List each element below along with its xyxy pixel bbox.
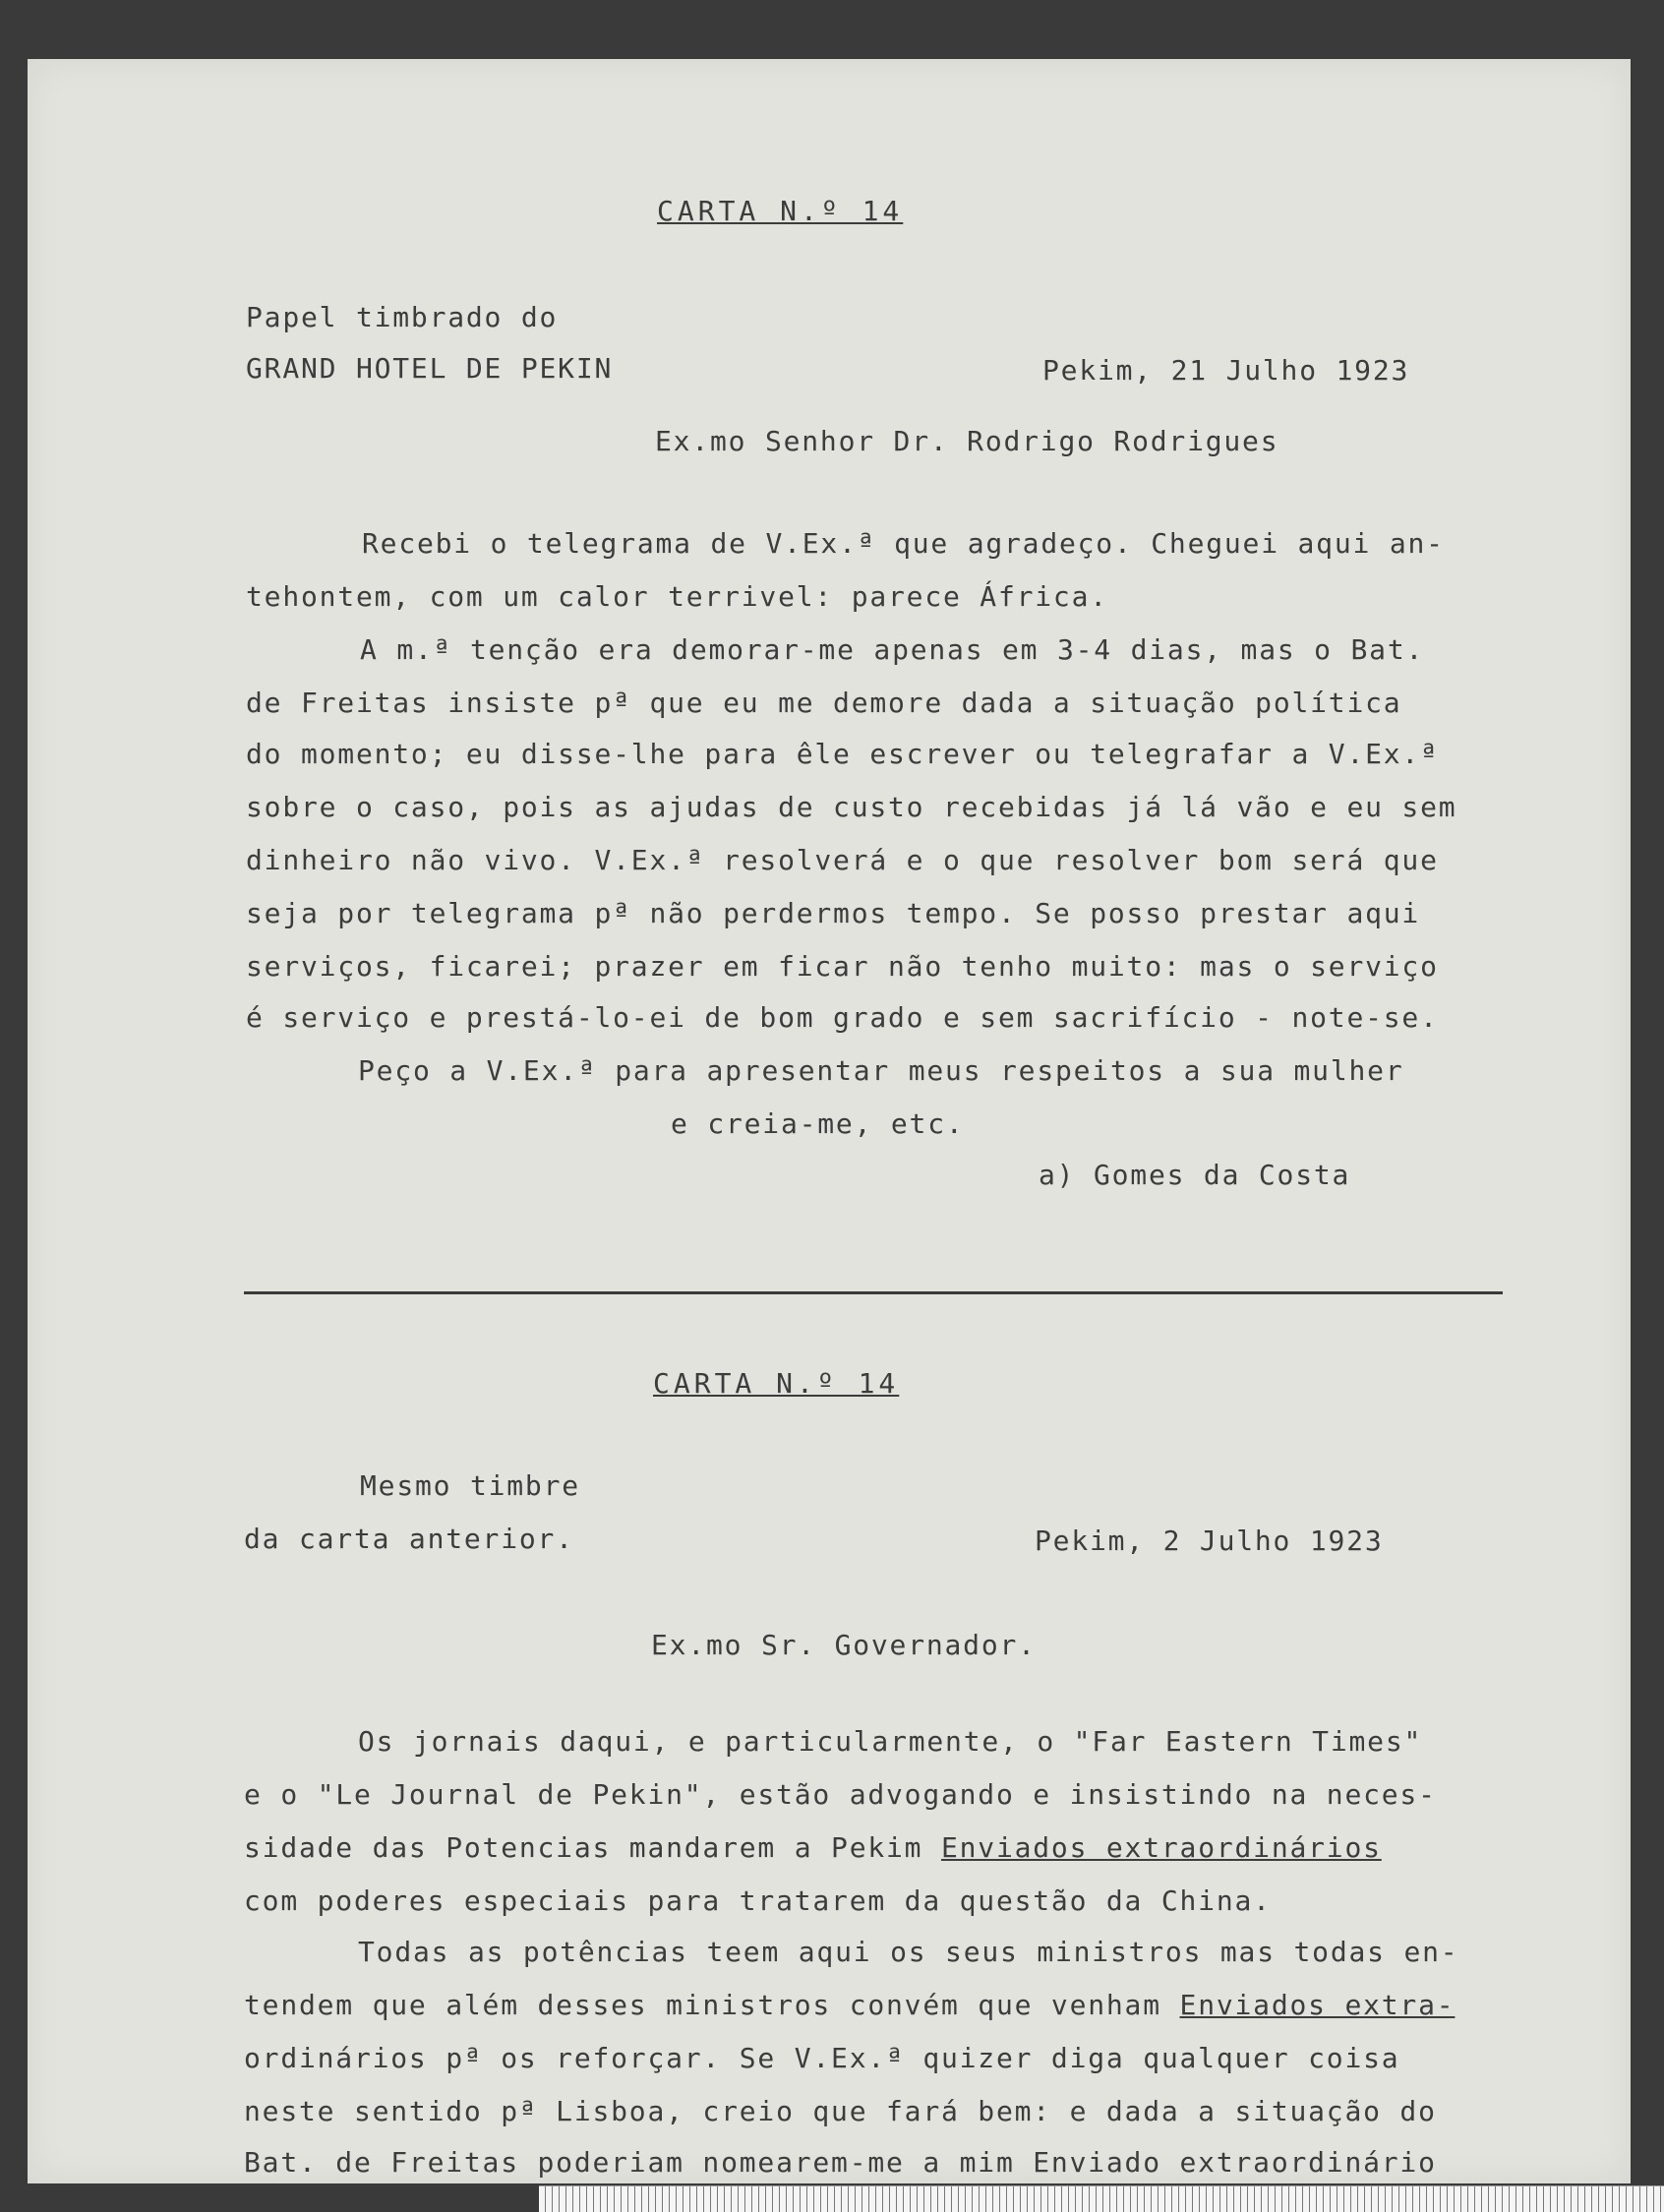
letter1-body-line: e creia-me, etc.: [671, 1107, 965, 1140]
letter1-body-line: A m.ª tenção era demorar-me apenas em 3-4 dias, mas o Bat.: [360, 633, 1425, 666]
letter1-body-line: de Freitas insiste pª que eu me demore dada a situação política: [246, 687, 1402, 719]
letter2-body-line: Bat. de Freitas poderiam nomearem-me a mim Enviado extraordinário: [244, 2146, 1437, 2179]
section-divider: [244, 1291, 1503, 1294]
letter1-salutation: Ex.mo Senhor Dr. Rodrigo Rodrigues: [655, 425, 1279, 457]
emphasized-text: Enviados extraordinários: [940, 1831, 1382, 1864]
letter1-signature: a) Gomes da Costa: [1039, 1159, 1351, 1191]
letter1-letterhead-line: Papel timbrado do: [246, 301, 559, 333]
letter1-date: Pekim, 21 Julho 1923: [1042, 354, 1410, 387]
emphasized-text: Enviados extra-: [1179, 1989, 1456, 2021]
letter2-body-line: e o "Le Journal de Pekin", estão advogando e insistindo na neces-: [244, 1778, 1437, 1811]
letter2-body-line: Todas as potências teem aqui os seus ministros mas todas en-: [358, 1936, 1459, 1968]
text-run: tendem que além desses ministros convém que venham: [244, 1989, 1180, 2021]
letter2-body-line: com poderes especiais para tratarem da questão da China.: [244, 1884, 1272, 1917]
document-page: [28, 59, 1631, 2183]
letter1-body-line: é serviço e prestá-lo-ei de bom grado e sem sacrifício - note-se.: [246, 1001, 1439, 1034]
letter2-letterhead-line: Mesmo timbre: [360, 1469, 580, 1502]
letter2-body-line: [244, 1831, 1382, 1864]
letter1-body-line: serviços, ficarei; prazer em ficar não tenho muito: mas o serviço: [246, 950, 1439, 983]
letter2-body-line: neste sentido pª Lisboa, creio que fará bem: e dada a situação do: [244, 2095, 1437, 2127]
letter1-body-line: seja por telegrama pª não perdermos tempo. Se posso prestar aqui: [246, 897, 1421, 929]
scale-ruler: [539, 2185, 1664, 2212]
letter1-body-line: Recebi o telegrama de V.Ex.ª que agradeço. Cheguei aqui an-: [362, 527, 1445, 560]
letter1-body-line: Peço a V.Ex.ª para apresentar meus respeitos a sua mulher: [358, 1054, 1404, 1087]
letter1-body-line: tehontem, com um calor terrivel: parece África.: [246, 580, 1108, 613]
letter1-body-line: sobre o caso, pois as ajudas de custo recebidas já lá vão e eu sem: [246, 791, 1457, 823]
letter2-letterhead-line: da carta anterior.: [244, 1523, 574, 1555]
letter2-title: CARTA N.º 14: [653, 1367, 900, 1400]
letter2-body-line: Os jornais daqui, e particularmente, o "Far Eastern Times": [358, 1725, 1423, 1758]
letter2-salutation: Ex.mo Sr. Governador.: [651, 1629, 1037, 1661]
letter2-date: Pekim, 2 Julho 1923: [1035, 1524, 1384, 1557]
letter1-body-line: do momento; eu disse-lhe para êle escrever ou telegrafar a V.Ex.ª: [246, 738, 1439, 770]
letter2-body-line: ordinários pª os reforçar. Se V.Ex.ª quizer diga qualquer coisa: [244, 2042, 1400, 2074]
text-run: sidade das Potencias mandarem a Pekim: [244, 1831, 941, 1864]
letter1-letterhead-line: GRAND HOTEL DE PEKIN: [246, 352, 614, 385]
letter2-body-line: [244, 1989, 1455, 2021]
letter1-title: CARTA N.º 14: [657, 195, 904, 227]
letter1-body-line: dinheiro não vivo. V.Ex.ª resolverá e o que resolver bom será que: [246, 844, 1439, 876]
